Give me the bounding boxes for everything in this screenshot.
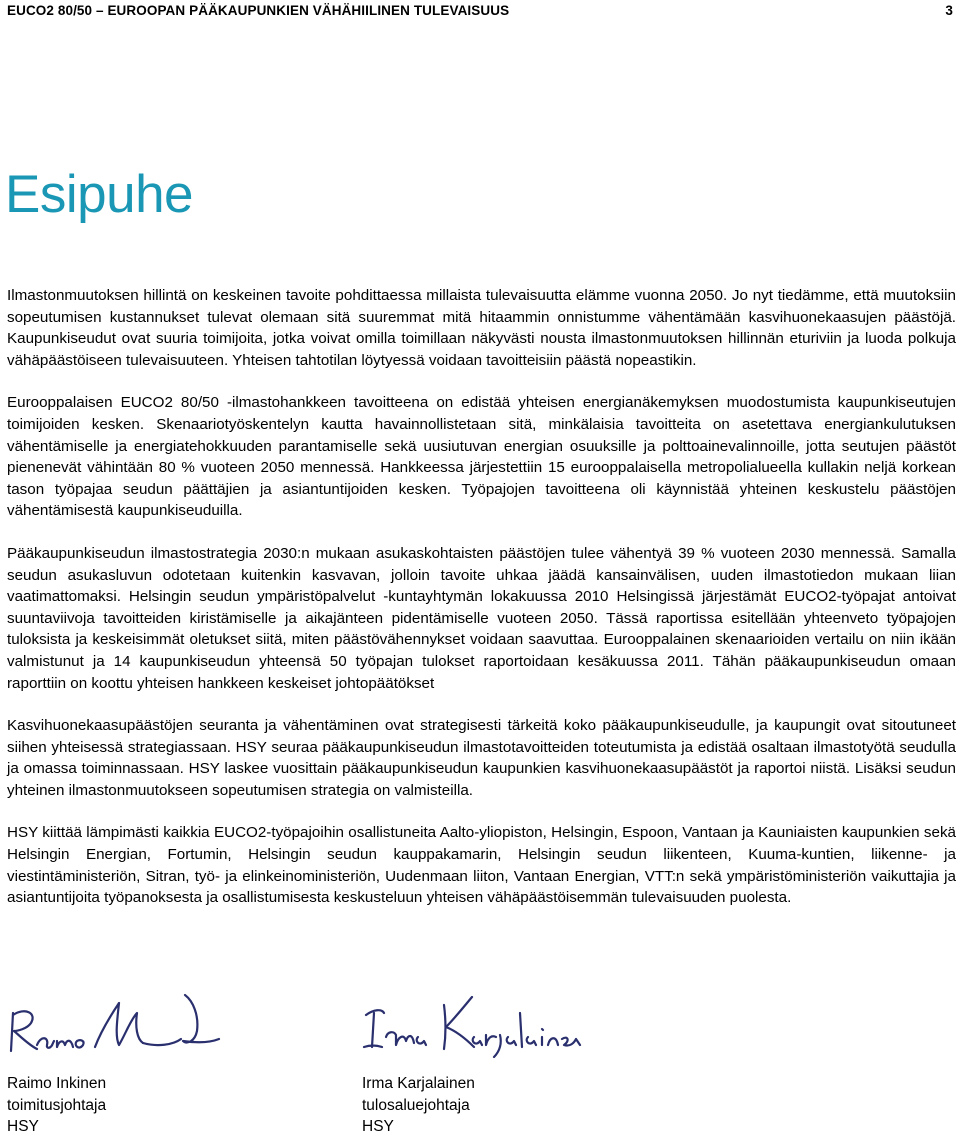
signer-details-inkinen (7, 1073, 106, 1138)
signer-role: tulosaluejohtaja (362, 1096, 470, 1114)
page-title: Esipuhe (5, 165, 194, 224)
signer-name: Raimo Inkinen (7, 1075, 107, 1092)
signer-role: toimitusjohtaja (7, 1096, 107, 1114)
handwritten-signature-karjalainen (362, 985, 587, 1065)
signer-name: Irma Karjalainen (362, 1075, 475, 1092)
signer-organization: HSY (7, 1118, 39, 1135)
paragraph-2: Eurooppalaisen EUCO2 80/50 -ilmastohankkeen tavoitteena on edistää yhteisen energianäkemyksen muodostumista kaupunkiseutujen toimijoiden kesken. Skenaariotyöskentelyn kautta havainnollistetaan sitä, minkälaisia tavoitteita on asetettava energiankulutuksen vähentämiselle ja energiatehokkuuden parantamiselle sekä uusiutuvan energian osuuksille ja polttoainevalinnoille, jotta seutujen päästöt pienenevät vähintään 80 % vuoteen 2050 mennessä. Hankkeessa järjestettiin 15 eurooppalaisella metropolialueella kullakin neljä korkean tason työpajaa seudun päättäjien ja asiantuntijoiden kesken. Työpajojen tavoitteena oli käynnistää yhteinen keskustelu päästöjen vähentämisestä kaupunkiseuduilla. (7, 394, 956, 520)
signer-details-karjalainen (362, 1073, 475, 1138)
signature-block-karjalainen (362, 985, 662, 1135)
paragraph-4: Kasvihuonekaasupäästöjen seuranta ja vähentäminen ovat strategisesti tärkeitä koko pääkaupunkiseudulle, ja kaupungit ovat sitoutuneet siihen yhteisessä strategiassaan. HSY seuraa pääkaupunkiseudun ilmastotavoitteiden toteutumista ja edistää osaltaan ilmastotyötä seudulla ja omassa toiminnassaan. HSY laskee vuosittain pääkaupunkiseudun kaupunkien kasvihuonekaasupäästöt ja raportoi niistä. Lisäksi seudun yhteinen ilmastonmuutokseen sopeutumisen strategia on valmisteilla. (7, 717, 956, 799)
body-text (7, 285, 956, 930)
paragraph-1: Ilmastonmuutoksen hillintä on keskeinen tavoite pohdittaessa millaista tulevaisuutta elämme vuonna 2050. Jo nyt tiedämme, että muutoksiin sopeutumisen kustannukset tulevat olemaan sitä suuremmat mitä hitaammin onnistumme vähentämään kasvihuonekaasujen päästöjä. Kaupunkiseudut ovat suuria toimijoita, jotka voivat omilla toimillaan näkyvästi nousta ilmastonmuutoksen hillinnän eturiviin ja luoda polkuja vähäpäästöiseen tulevaisuuteen. Yhteisen tahtotilan löytyessä voidaan tavoitteisiin päästä nopeastikin. (7, 287, 956, 369)
page-number: 3 (945, 3, 953, 18)
header-title: EUCO2 80/50 – EUROOPAN PÄÄKAUPUNKIEN VÄHÄHIILINEN TULEVAISUUS (7, 3, 510, 18)
signatures (0, 985, 960, 1134)
handwritten-signature-inkinen (7, 985, 222, 1065)
paragraph-3: Pääkaupunkiseudun ilmastostrategia 2030:n mukaan asukaskohtaisten päästöjen tulee vähentyä 39 % vuoteen 2030 mennessä. Samalla seudun asukasluvun odotetaan kuitenkin kasvavan, jolloin tavoite uhkaa jäädä kansainvälisen, uuden ilmastotiedon mukaan liian vaatimattomaksi. Helsingin seudun ympäristöpalvelut -kuntayhtymän lokakuussa 2010 Helsingissä järjestämät EUCO2-työpajat antoivat suuntaviivoja tavoitteiden kiristämiselle ja aikajänteen pidentämiselle vuoteen 2050. Tässä raportissa esitellään yhteenveto työpajojen tuloksista ja keskeisimmät oletukset siitä, miten päästövähennykset voidaan saavuttaa. Eurooppalainen skenaarioiden vertailu on niin ikään valmistunut ja 14 kaupunkiseudun yhteensä 50 työpajan tulokset raportoidaan kesäkuussa 2011. Tähän pääkaupunkiseudun omaan raporttiin on koottu yhteisen hankkeen keskeiset johtopäätökset (7, 544, 956, 692)
signer-organization: HSY (362, 1118, 394, 1135)
signature-block-inkinen (7, 985, 307, 1135)
paragraph-5: HSY kiittää lämpimästi kaikkia EUCO2-työpajoihin osallistuneita Aalto-yliopiston, Helsingin, Espoon, Vantaan ja Kauniaisten kaupunkien sekä Helsingin Energian, Fortumin, Helsingin seudun kauppakamarin, Helsingin seudun liikenteen, Kuuma-kuntien, liikenne- ja viestintäministeriön, Sitran, työ- ja elinkeinoministeriön, Uudenmaan liiton, Vantaan Energian, VTT:n sekä ympäristöministeriön vaikuttajia ja asiantuntijoita työpanoksesta ja osallistumisesta keskusteluun yhteisen vähäpäästöisemmän tulevaisuuden puolesta. (7, 824, 956, 907)
running-header (7, 2, 955, 20)
